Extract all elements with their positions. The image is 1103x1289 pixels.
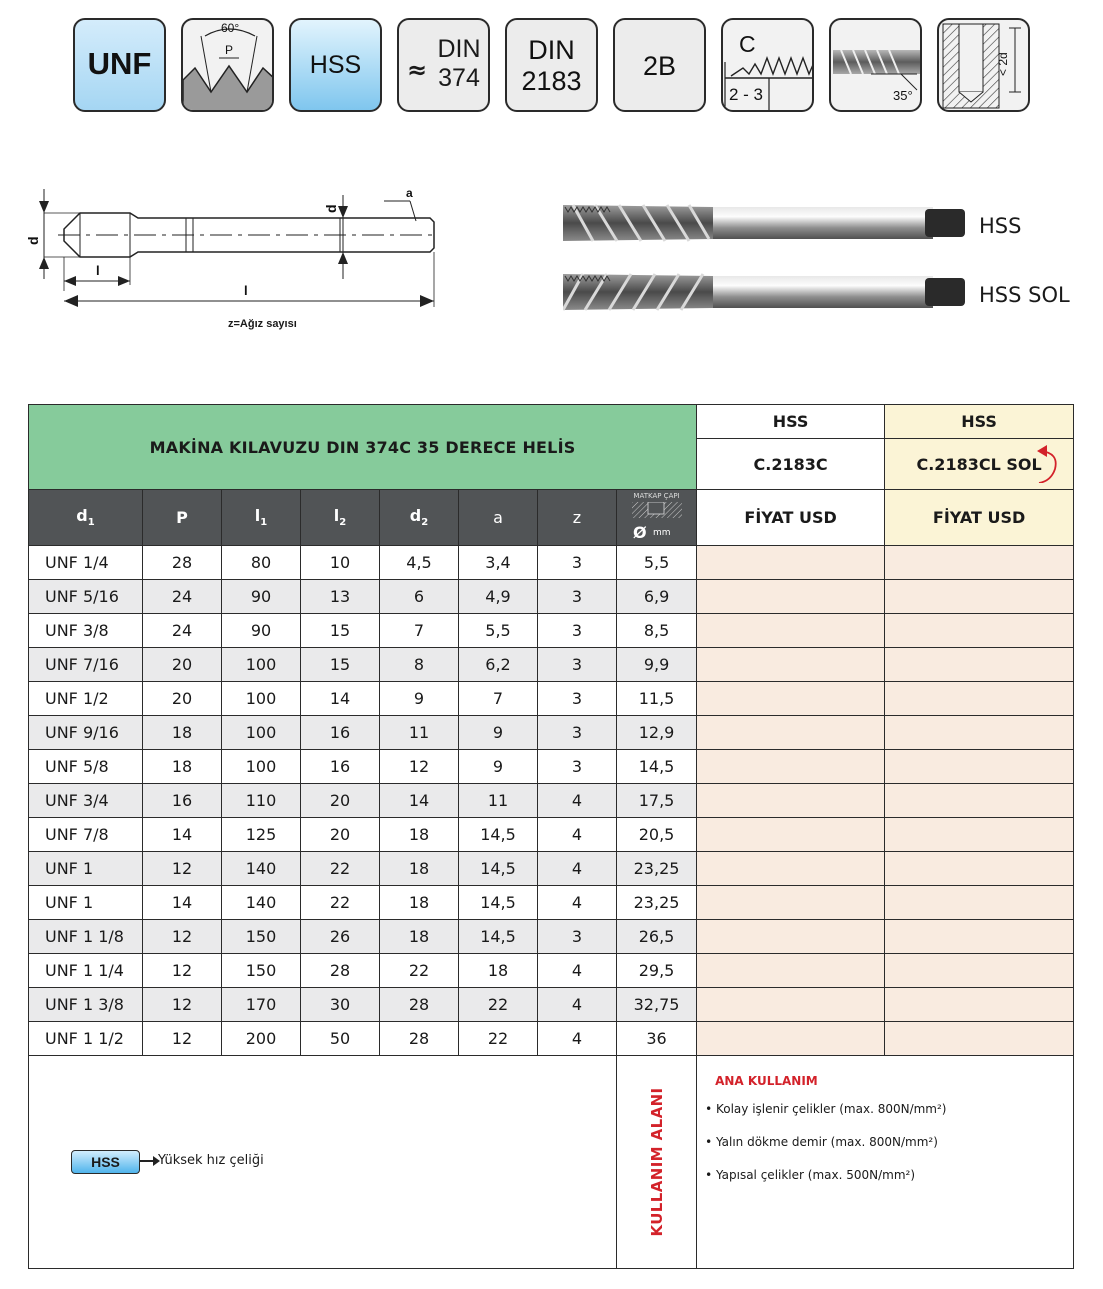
price-sol-cell (885, 886, 1074, 920)
usage-area-label: KULLANIM ALANI (617, 1056, 697, 1269)
legend-area (29, 1056, 617, 1269)
l1-label: l (244, 283, 248, 298)
spec-cell: 32,75 (617, 988, 697, 1022)
spec-cell: 14,5 (459, 818, 538, 852)
spec-cell: 12,9 (617, 716, 697, 750)
spec-cell: 14,5 (617, 750, 697, 784)
hss-tap-label: HSS (979, 214, 1022, 238)
svg-text:35°: 35° (893, 88, 913, 103)
price-cell (697, 682, 885, 716)
thread-size-cell: UNF 1 1/4 (29, 954, 143, 988)
spec-cell: 4 (538, 1022, 617, 1056)
spec-cell: 14 (301, 682, 380, 716)
angle-label: 60° (221, 21, 240, 35)
spec-cell: 23,25 (617, 886, 697, 920)
spec-cell: 4 (538, 784, 617, 818)
spec-cell: 16 (301, 750, 380, 784)
spec-cell: 26,5 (617, 920, 697, 954)
thread-size-cell: UNF 1 3/8 (29, 988, 143, 1022)
spec-cell: 3 (538, 614, 617, 648)
spec-cell: 140 (222, 886, 301, 920)
spec-cell: 17,5 (617, 784, 697, 818)
spiral-flute-svg (831, 20, 922, 112)
table-row (29, 784, 1074, 818)
spec-cell: 20 (143, 682, 222, 716)
a-label: a (406, 186, 413, 200)
spec-cell: 9 (459, 750, 538, 784)
col-l1: $l_1$ (222, 490, 301, 546)
spec-cell: 18 (380, 886, 459, 920)
price-cell (697, 920, 885, 954)
table-body (29, 546, 1074, 1056)
price-cell (697, 988, 885, 1022)
spec-cell: 140 (222, 852, 301, 886)
column-header-row (29, 490, 1074, 546)
spec-cell: 22 (301, 852, 380, 886)
main-usage-title: ANA KULLANIM (715, 1074, 818, 1088)
price-cell (697, 886, 885, 920)
chamfer-form-icon (721, 18, 814, 112)
table-row (29, 546, 1074, 580)
spec-cell: 12 (143, 954, 222, 988)
thread-size-cell: UNF 1 1/2 (29, 1022, 143, 1056)
spec-cell: 4 (538, 818, 617, 852)
spec-cell: 24 (143, 580, 222, 614)
unf-thread-icon: UNF (73, 18, 166, 112)
spec-cell: 15 (301, 648, 380, 682)
spec-cell: 6,9 (617, 580, 697, 614)
spec-cell: 90 (222, 580, 301, 614)
spec-cell: 24 (143, 614, 222, 648)
svg-text:C: C (739, 31, 756, 57)
spec-cell: 3 (538, 716, 617, 750)
spec-cell: 125 (222, 818, 301, 852)
price-sol-cell (885, 954, 1074, 988)
spec-cell: 11,5 (617, 682, 697, 716)
spec-cell: 23,25 (617, 852, 697, 886)
thread-profile-svg (183, 20, 274, 112)
table-row (29, 682, 1074, 716)
price-cell (697, 784, 885, 818)
spec-cell: 200 (222, 1022, 301, 1056)
table-row (29, 580, 1074, 614)
hss-sol-tap-label: HSS SOL (979, 283, 1070, 307)
spec-cell: 100 (222, 750, 301, 784)
table-row (29, 614, 1074, 648)
price-cell (697, 580, 885, 614)
spec-cell: 12 (380, 750, 459, 784)
spec-cell: 3 (538, 682, 617, 716)
tap-dimension-drawing (18, 175, 448, 340)
thread-size-cell: UNF 1 (29, 852, 143, 886)
usage-item: • Kolay işlenir çelikler (max. 800N/mm²) (705, 1102, 947, 1116)
thread-size-cell: UNF 1 (29, 886, 143, 920)
table-title: MAKİNA KILAVUZU DIN 374C 35 DERECE HELİS (29, 405, 697, 490)
thread-profile-icon (181, 18, 274, 112)
din2183-standard-icon: DIN 2183 (505, 18, 598, 112)
spec-cell: 18 (459, 954, 538, 988)
price-sol-cell (885, 784, 1074, 818)
thread-size-cell: UNF 1/4 (29, 546, 143, 580)
tap-spec-table (28, 404, 1074, 1269)
price-cell (697, 954, 885, 988)
table-row (29, 750, 1074, 784)
d2-label: d (323, 204, 339, 213)
spec-cell: 18 (380, 852, 459, 886)
table-row (29, 988, 1074, 1022)
spec-cell: 9 (380, 682, 459, 716)
spec-cell: 14,5 (459, 852, 538, 886)
price-cell (697, 648, 885, 682)
spec-cell: 6 (380, 580, 459, 614)
spec-cell: 28 (143, 546, 222, 580)
spec-cell: 30 (301, 988, 380, 1022)
blind-hole-svg (939, 20, 1030, 112)
spec-cell: 22 (459, 1022, 538, 1056)
thread-size-cell: UNF 5/16 (29, 580, 143, 614)
price-cell (697, 716, 885, 750)
spec-cell: 110 (222, 784, 301, 818)
spec-cell: 5,5 (459, 614, 538, 648)
spec-cell: 18 (143, 716, 222, 750)
table-row (29, 920, 1074, 954)
spec-cell: 3 (538, 920, 617, 954)
spec-cell: 7 (459, 682, 538, 716)
spec-cell: 100 (222, 682, 301, 716)
spec-cell: 4 (538, 988, 617, 1022)
price-cell (697, 818, 885, 852)
price-usd-sol-head: FİYAT USD (885, 490, 1074, 546)
table-row (29, 648, 1074, 682)
spec-cell: 12 (143, 852, 222, 886)
spec-cell: 14,5 (459, 920, 538, 954)
spec-cell: 10 (301, 546, 380, 580)
price-cell (697, 546, 885, 580)
spec-cell: 22 (459, 988, 538, 1022)
thread-size-cell: UNF 3/8 (29, 614, 143, 648)
col-l2: $l_2$ (301, 490, 380, 546)
spec-cell: 80 (222, 546, 301, 580)
table-row (29, 818, 1074, 852)
price-sol-cell (885, 580, 1074, 614)
spec-cell: 18 (143, 750, 222, 784)
spec-cell: 18 (380, 920, 459, 954)
l2-label: l (96, 263, 100, 278)
table-row (29, 716, 1074, 750)
spec-cell: 12 (143, 920, 222, 954)
spec-cell: 20,5 (617, 818, 697, 852)
col-d2: $d_2$ (380, 490, 459, 546)
spec-cell: 12 (143, 988, 222, 1022)
price-sol-cell (885, 546, 1074, 580)
price-usd-head: FİYAT USD (697, 490, 885, 546)
chamfer-svg (723, 20, 814, 112)
spec-cell: 14 (143, 886, 222, 920)
spec-cell: 9,9 (617, 648, 697, 682)
spec-cell: 3 (538, 648, 617, 682)
din374-text: DIN 374 (437, 35, 481, 92)
pitch-label: P (225, 43, 234, 57)
spec-cell: 8 (380, 648, 459, 682)
thread-size-cell: UNF 9/16 (29, 716, 143, 750)
price-cell (697, 750, 885, 784)
spec-cell: 13 (301, 580, 380, 614)
approx-symbol: ≈ (407, 56, 428, 84)
col-a: a (459, 490, 538, 546)
drill-hole-icon (632, 502, 682, 518)
tolerance-2b-icon: 2B (613, 18, 706, 112)
price-sol-cell (885, 818, 1074, 852)
diameter-icon: Ø (633, 523, 647, 542)
spec-cell: 18 (380, 818, 459, 852)
spec-cell: 28 (301, 954, 380, 988)
price-sol-cell (885, 852, 1074, 886)
price-sol-cell (885, 648, 1074, 682)
price-cell (697, 1022, 885, 1056)
teeth-count-caption: z=Ağız sayısı (228, 318, 297, 330)
price-sol-cell (885, 750, 1074, 784)
usage-item: • Yalın dökme demir (max. 800N/mm²) (705, 1135, 938, 1149)
price-sol-cell (885, 716, 1074, 750)
spec-cell: 22 (301, 886, 380, 920)
hss-legend-badge: HSS (71, 1150, 140, 1174)
col-d1: $d_1$ (29, 490, 143, 546)
spec-cell: 3 (538, 750, 617, 784)
spec-cell: 14 (143, 818, 222, 852)
spec-cell: 11 (380, 716, 459, 750)
spec-cell: 100 (222, 716, 301, 750)
table-row (29, 852, 1074, 886)
spec-cell: 20 (301, 784, 380, 818)
spec-cell: 12 (143, 1022, 222, 1056)
spec-cell: 16 (301, 716, 380, 750)
spec-cell: 14 (380, 784, 459, 818)
hss-sol-column-head: HSS (885, 405, 1074, 439)
spec-cell: 4,9 (459, 580, 538, 614)
col-drill-diameter: MATKAP ÇAPI Ø mm (617, 490, 697, 546)
price-sol-cell (885, 614, 1074, 648)
left-hand-rotation-icon (1037, 443, 1063, 483)
col-p: P (143, 490, 222, 546)
spec-cell: 4 (538, 886, 617, 920)
spec-cell: 26 (301, 920, 380, 954)
spec-cell: 150 (222, 920, 301, 954)
price-sol-cell (885, 988, 1074, 1022)
product-code: C.2183C (697, 439, 885, 490)
spec-cell: 36 (617, 1022, 697, 1056)
price-sol-cell (885, 1022, 1074, 1056)
spec-cell: 3 (538, 580, 617, 614)
price-sol-cell (885, 920, 1074, 954)
feature-icons (73, 18, 1033, 112)
thread-size-cell: UNF 1/2 (29, 682, 143, 716)
price-cell (697, 614, 885, 648)
col-z: z (538, 490, 617, 546)
d1-label: d (25, 236, 41, 245)
spec-cell: 14,5 (459, 886, 538, 920)
spec-cell: 29,5 (617, 954, 697, 988)
spec-cell: 3 (538, 546, 617, 580)
spec-cell: 4 (538, 852, 617, 886)
hss-sol-tap-image (563, 270, 967, 314)
spec-cell: 100 (222, 648, 301, 682)
thread-size-cell: UNF 1 1/8 (29, 920, 143, 954)
spec-cell: 7 (380, 614, 459, 648)
din374-standard-icon (397, 18, 490, 112)
spec-cell: 6,2 (459, 648, 538, 682)
spec-cell: 170 (222, 988, 301, 1022)
table-row (29, 954, 1074, 988)
thread-size-cell: UNF 5/8 (29, 750, 143, 784)
spec-cell: 28 (380, 1022, 459, 1056)
spec-cell: 20 (301, 818, 380, 852)
spiral-flute-icon (829, 18, 922, 112)
spec-cell: 90 (222, 614, 301, 648)
hss-legend-description: Yüksek hız çeliği (158, 1153, 264, 1168)
spec-cell: 15 (301, 614, 380, 648)
spec-cell: 8,5 (617, 614, 697, 648)
usage-item: • Yapısal çelikler (max. 500N/mm²) (705, 1168, 916, 1182)
hss-material-icon: HSS (289, 18, 382, 112)
main-usage-box (697, 1056, 1074, 1269)
spec-cell: 150 (222, 954, 301, 988)
spec-cell: 28 (380, 988, 459, 1022)
spec-cell: 4,5 (380, 546, 459, 580)
spec-cell: 9 (459, 716, 538, 750)
spec-cell: 50 (301, 1022, 380, 1056)
thread-size-cell: UNF 7/16 (29, 648, 143, 682)
svg-text:2 - 3: 2 - 3 (729, 85, 764, 104)
thread-size-cell: UNF 3/4 (29, 784, 143, 818)
price-cell (697, 852, 885, 886)
spec-cell: 11 (459, 784, 538, 818)
spec-cell: 3,4 (459, 546, 538, 580)
svg-text:< 2d: < 2d (996, 52, 1010, 76)
spec-cell: 20 (143, 648, 222, 682)
product-code-sol: C.2183CL SOL (885, 439, 1074, 490)
blind-hole-icon (937, 18, 1030, 112)
spec-cell: 4 (538, 954, 617, 988)
price-sol-cell (885, 682, 1074, 716)
hss-column-head: HSS (697, 405, 885, 439)
table-row (29, 886, 1074, 920)
spec-cell: 22 (380, 954, 459, 988)
spec-cell: 5,5 (617, 546, 697, 580)
hss-tap-image (563, 201, 967, 245)
spec-cell: 16 (143, 784, 222, 818)
arrow-right-icon (140, 1160, 154, 1162)
thread-size-cell: UNF 7/8 (29, 818, 143, 852)
table-row (29, 1022, 1074, 1056)
